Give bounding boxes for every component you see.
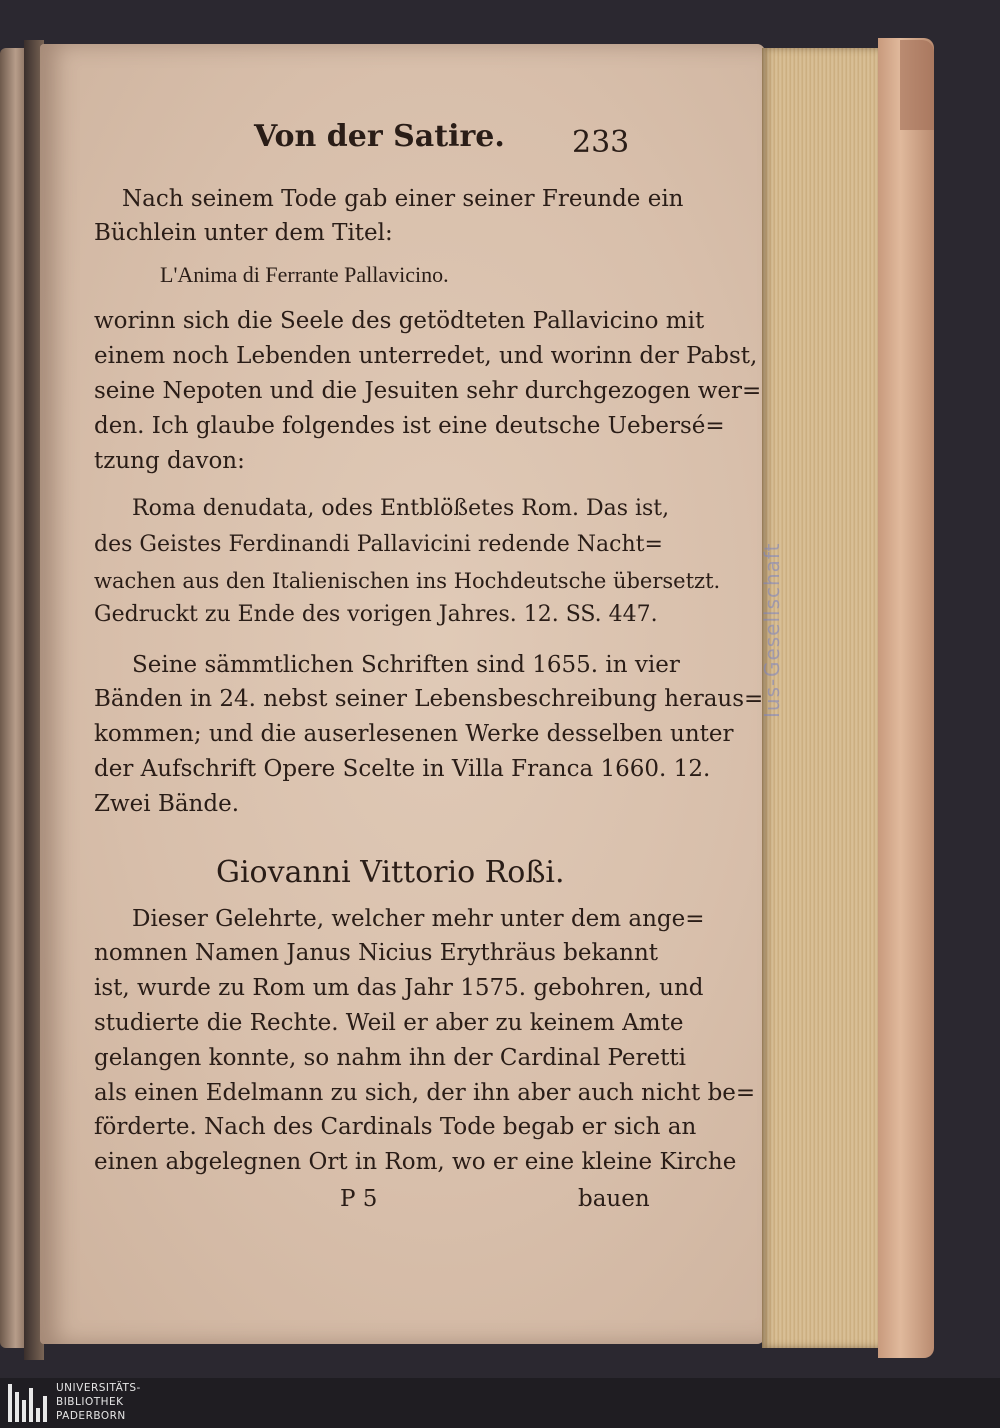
quote-line: wachen aus den Italienischen ins Hochdeutsche übersetzt.: [94, 569, 721, 593]
text-line: seine Nepoten und die Jesuiten sehr durchgezogen wer=: [94, 378, 762, 404]
text-line: als einen Edelmann zu sich, der ihn aber auch nicht be=: [94, 1080, 756, 1106]
text-line: ist, wurde zu Rom um das Jahr 1575. gebohren, und: [94, 975, 704, 1001]
text-line: Dieser Gelehrte, welcher mehr unter dem ange=: [132, 906, 705, 932]
text-line: Zwei Bände.: [94, 791, 240, 817]
text-line: Seine sämmtlichen Schriften sind 1655. in vier: [132, 652, 680, 678]
signature-mark: P 5: [340, 1186, 378, 1212]
book-title-latin: L'Anima di Ferrante Pallavicino.: [160, 262, 449, 287]
text-line: gelangen konnte, so nahm ihn der Cardinal Peretti: [94, 1045, 686, 1071]
text-line: den. Ich glaube folgendes ist eine deutsche Uebersé=: [94, 413, 725, 439]
text-line: einen abgelegnen Ort in Rom, wo er eine kleine Kirche: [94, 1149, 737, 1175]
library-logo-text: UNIVERSITÄTS- BIBLIOTHEK PADERBORN: [56, 1382, 141, 1422]
text-line: Bänden in 24. nebst seiner Lebensbeschreibung heraus=: [94, 686, 764, 712]
text-line: nomnen Namen Janus Nicius Erythräus bekannt: [94, 940, 659, 966]
text-line: kommen; und die auserlesenen Werke desselben unter: [94, 721, 734, 747]
running-title: Von der Satire.: [254, 119, 505, 154]
library-footer: [0, 1378, 1000, 1428]
quote-line: Gedruckt zu Ende des vorigen Jahres. 12. SS. 447.: [94, 602, 658, 627]
page-number: 233: [572, 125, 630, 160]
text-line: worinn sich die Seele des getödteten Pallavicino mit: [94, 308, 705, 334]
text-line: der Aufschrift Opere Scelte in Villa Franca 1660. 12.: [94, 756, 711, 782]
text-line: einem noch Lebenden unterredet, und worinn der Pabst,: [94, 343, 758, 369]
catchword: bauen: [578, 1186, 650, 1212]
section-heading: Giovanni Vittorio Roßi.: [216, 855, 565, 890]
text-line: förderte. Nach des Cardinals Tode begab er sich an: [94, 1114, 697, 1140]
text-line: Nach seinem Tode gab einer seiner Freunde ein: [122, 186, 684, 212]
quote-line: des Geistes Ferdinandi Pallavicini redende Nacht=: [94, 532, 663, 557]
library-stamp: Ius-Gesellschaft: [760, 542, 784, 718]
text-line: studierte die Rechte. Weil er aber zu keinem Amte: [94, 1010, 684, 1036]
text-line: Büchlein unter dem Titel:: [94, 220, 393, 246]
library-logo-icon: [8, 1384, 48, 1422]
quote-line: Roma denudata, odes Entblößetes Rom. Das ist,: [132, 496, 670, 521]
text-line: tzung davon:: [94, 448, 245, 474]
